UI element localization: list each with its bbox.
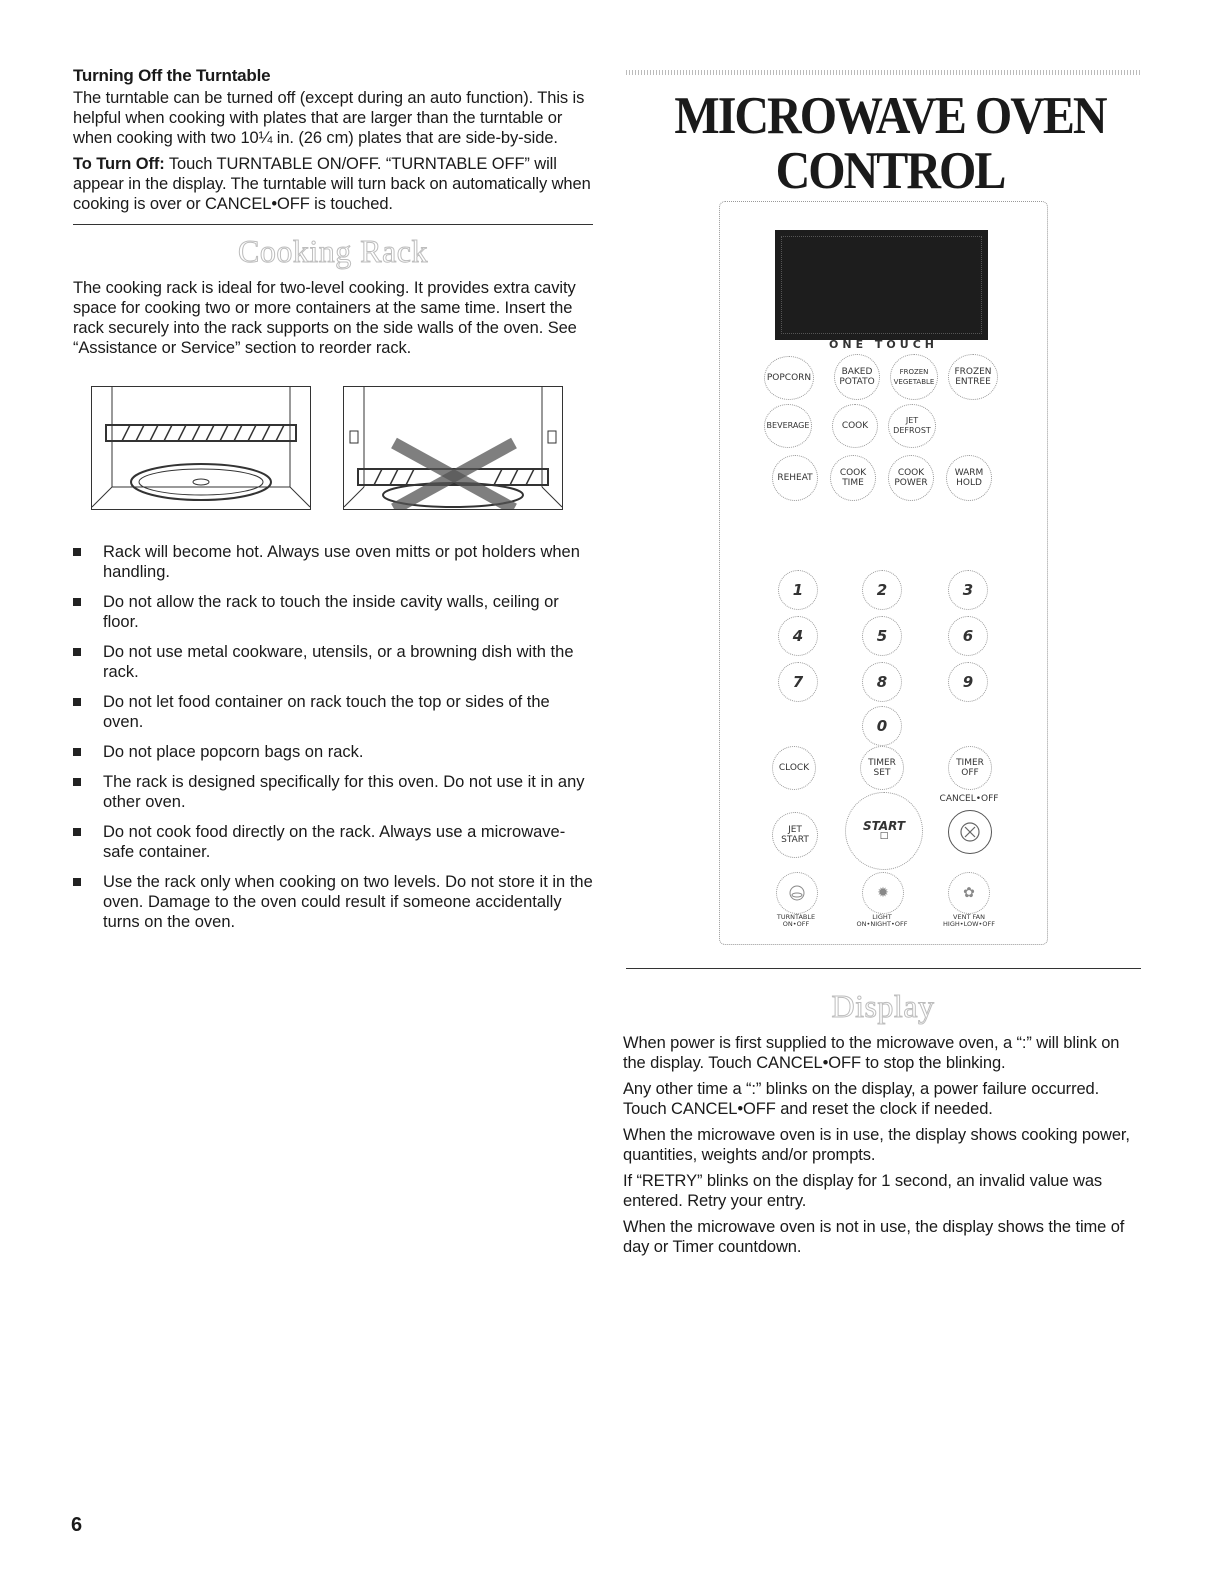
list-item: Rack will become hot. Always use oven mitts or pot holders when handling. xyxy=(73,542,593,582)
frozen-entree-button[interactable]: FROZEN ENTREE xyxy=(948,354,998,400)
display-paragraph: If “RETRY” blinks on the display for 1 second, an invalid value was entered. Retry your entry. xyxy=(623,1172,1103,1210)
vent-fan-button[interactable] xyxy=(948,872,990,914)
divider xyxy=(626,968,1141,969)
display-section xyxy=(623,984,1143,1263)
digit-2-button[interactable]: 2 xyxy=(862,570,902,610)
digit-1-button[interactable]: 1 xyxy=(778,570,818,610)
digit-5-button[interactable]: 5 xyxy=(862,616,902,656)
start-button[interactable]: START □ xyxy=(845,792,923,870)
right-column xyxy=(626,66,1154,201)
list-item: The rack is designed specifically for this oven. Do not use it in any other oven. xyxy=(73,772,593,812)
cook-power-button[interactable]: COOK POWER xyxy=(888,455,934,501)
display-title: Display xyxy=(831,988,935,1024)
display-paragraph: When the microwave oven is in use, the display shows cooking power, quantities, weights and/or prompts. xyxy=(623,1126,1130,1164)
light-bulb-icon: ✹ xyxy=(877,885,889,901)
frozen-vegetable-button[interactable]: FROZEN VEGETABLE xyxy=(890,354,938,400)
digit-3-button[interactable]: 3 xyxy=(948,570,988,610)
jet-start-button[interactable]: JET START xyxy=(772,812,818,858)
cook-button[interactable]: COOK xyxy=(832,404,878,448)
list-item: Do not use metal cookware, utensils, or a browning dish with the rack. xyxy=(73,642,593,682)
turntable-icon xyxy=(787,883,807,903)
jet-defrost-button[interactable]: JET DEFROST xyxy=(888,404,936,448)
control-panel-illustration xyxy=(719,201,1048,945)
lock-icon: □ xyxy=(879,831,889,841)
cooking-rack-title: Cooking Rack xyxy=(238,233,428,269)
list-item: Do not place popcorn bags on rack. xyxy=(73,742,593,762)
vent-fan-label: VENT FAN HIGH•LOW•OFF xyxy=(943,913,995,928)
cook-time-button[interactable]: COOK TIME xyxy=(830,455,876,501)
digit-6-button[interactable]: 6 xyxy=(948,616,988,656)
list-item: Do not cook food directly on the rack. Always use a microwave-safe container. xyxy=(73,822,593,862)
light-button[interactable] xyxy=(862,872,904,914)
display-paragraph: Any other time a “:” blinks on the display, a power failure occurred. Touch CANCEL•OFF and reset the clock if needed. xyxy=(623,1080,1100,1118)
beverage-button[interactable]: BEVERAGE xyxy=(764,404,812,448)
turntable-heading: Turning Off the Turntable xyxy=(73,66,271,85)
baked-potato-button[interactable]: BAKED POTATO xyxy=(834,354,880,400)
fan-icon: ✿ xyxy=(963,885,975,901)
rack-illustrations xyxy=(91,386,593,510)
list-item: Do not let food container on rack touch the top or sides of the oven. xyxy=(73,692,593,732)
light-label: LIGHT ON•NIGHT•OFF xyxy=(856,913,908,928)
rack-intro: The cooking rack is ideal for two-level cooking. It provides extra cavity space for cooking two or more containers at the same time. Insert the rack securely into the rack supports on the side walls of the oven. See “Assistance or Service” section to reorder rack. xyxy=(73,279,577,357)
turntable-paragraph: The turntable can be turned off (except during an auto function). This is helpful when cooking with plates that are larger than the turntable or when cooking with two 10¼ in. (26 cm) plates that are side-by-side. xyxy=(73,89,585,147)
timer-set-button[interactable]: TIMER SET xyxy=(860,746,904,790)
popcorn-button[interactable]: POPCORN xyxy=(764,356,814,400)
reheat-button[interactable]: REHEAT xyxy=(772,455,818,501)
oven-rack-wrong-image xyxy=(344,387,562,509)
control-title-line2: CONTROL xyxy=(775,141,1005,201)
rack-incorrect-illustration xyxy=(343,386,563,510)
cancel-off-button[interactable] xyxy=(948,810,992,854)
left-column xyxy=(73,66,593,942)
digit-7-button[interactable]: 7 xyxy=(778,662,818,702)
display-screen xyxy=(775,230,988,340)
rack-correct-illustration xyxy=(91,386,311,510)
clock-button[interactable]: CLOCK xyxy=(772,746,816,790)
list-item: Do not allow the rack to touch the inside cavity walls, ceiling or floor. xyxy=(73,592,593,632)
timer-off-button[interactable]: TIMER OFF xyxy=(948,746,992,790)
page-number: 6 xyxy=(71,1514,83,1536)
digit-9-button[interactable]: 9 xyxy=(948,662,988,702)
display-paragraph: When the microwave oven is not in use, the display shows the time of day or Timer countdown. xyxy=(623,1218,1125,1256)
digit-8-button[interactable]: 8 xyxy=(862,662,902,702)
one-touch-label: ONE TOUCH xyxy=(829,338,938,351)
warm-hold-button[interactable]: WARM HOLD xyxy=(946,455,992,501)
divider xyxy=(73,224,593,225)
display-paragraph: When power is first supplied to the microwave oven, a “:” will blink on the display. Touch CANCEL•OFF to stop the blinking. xyxy=(623,1034,1120,1072)
turn-off-paragraph xyxy=(73,154,593,214)
turn-off-text: Touch TURNTABLE ON/OFF. “TURNTABLE OFF” will appear in the display. The turntable will turn back on automatically when cooking is over or CANCEL•OFF is touched. xyxy=(73,155,591,213)
digit-0-button[interactable]: 0 xyxy=(862,706,902,746)
oven-rack-image xyxy=(92,387,310,509)
turntable-label: TURNTABLE ON•OFF xyxy=(776,913,816,928)
rack-bullet-list xyxy=(73,542,593,932)
turn-off-label: To Turn Off: xyxy=(73,155,165,173)
control-title xyxy=(626,86,1154,201)
turntable-button[interactable] xyxy=(776,872,818,914)
cancel-icon xyxy=(959,821,981,843)
cancel-off-label: CANCEL•OFF xyxy=(939,794,999,804)
digit-4-button[interactable]: 4 xyxy=(778,616,818,656)
control-title-line1: MICROWAVE OVEN xyxy=(674,86,1106,146)
list-item: Use the rack only when cooking on two levels. Do not store it in the oven. Damage to the oven could result if someone accidentally turns on the oven. xyxy=(73,872,593,932)
